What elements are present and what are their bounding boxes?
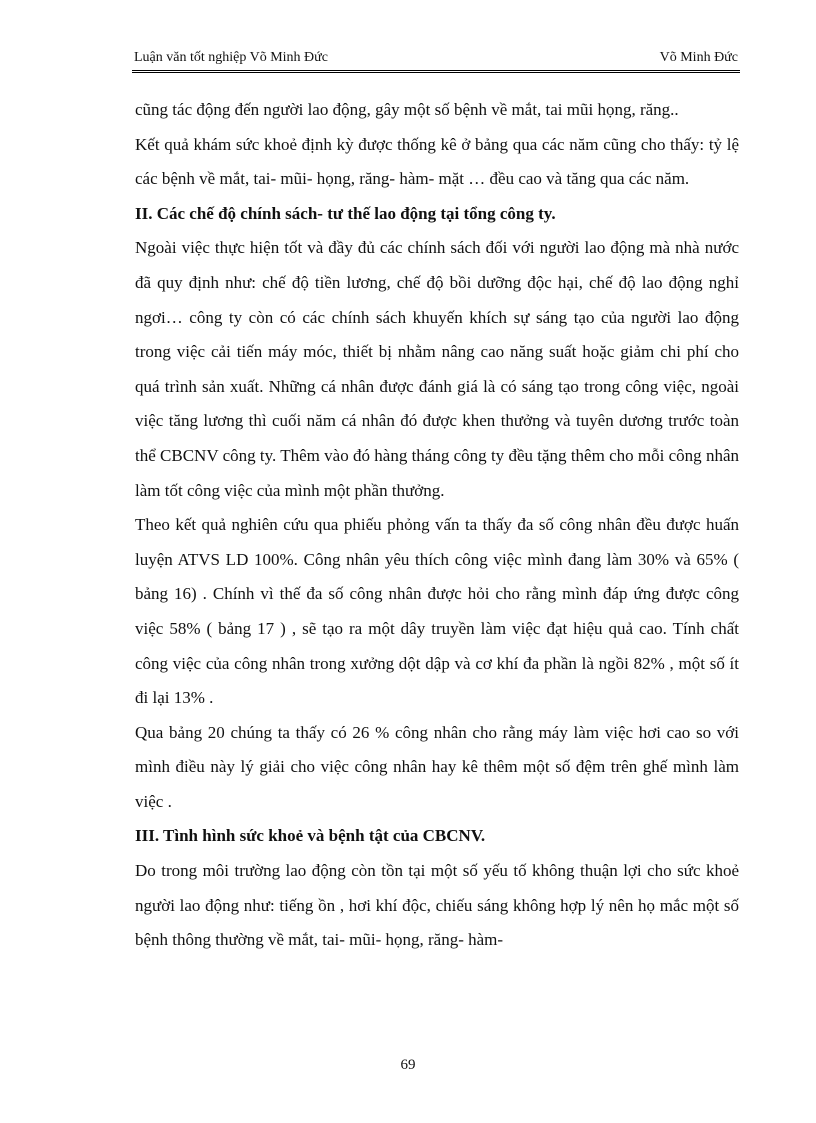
paragraph-4: Theo kết quả nghiên cứu qua phiếu phỏng vấn ta thấy đa số công nhân đều được huấn luyện ATVS LD 100%. Công nhân yêu thích công việc mình đang làm 30% và 65% ( bảng 16) . Chính vì thế đa số công nhân được hỏi cho rằng mình đáp ứng được công việc 58% ( bảng 17 ) , sẽ tạo ra một dây truyền làm việc đạt hiệu quả cao. Tính chất công việc của công nhân trong xưởng dột dập và cơ khí đa phần là ngồi 82% , một số ít đi lại 13% .: [135, 515, 739, 708]
page-number: 69: [400, 1057, 416, 1073]
paragraph-1: cũng tác động đến người lao động, gây một số bệnh về mắt, tai mũi họng, răng..: [135, 100, 679, 119]
section-heading-2: II. Các chế độ chính sách- tư thế lao động tại tổng công ty.: [135, 203, 556, 223]
section-heading-3: III. Tình hình sức khoẻ và bệnh tật của CBCNV.: [135, 826, 486, 846]
paragraph-2: Kết quả khám sức khoẻ định kỳ được thống kê ở bảng qua các năm cũng cho thấy: tỷ lệ các bệnh về mắt, tai- mũi- họng, răng- hàm- mặt … đều cao và tăng qua các năm.: [135, 134, 739, 189]
page-content: [135, 93, 739, 958]
page-header: [132, 50, 740, 70]
paragraph-6: Do trong môi trường lao động còn tồn tại một số yếu tố không thuận lợi cho sức khoẻ người lao động như: tiếng ồn , hơi khí độc, chiếu sáng không hợp lý nên họ mắc một số bệnh thông thường về mắt, tai- mũi- họng, răng- hàm-: [135, 861, 739, 950]
header-right-text: Võ Minh Đức: [659, 50, 738, 65]
header-left-text: Luận văn tốt nghiệp Võ Minh Đức: [134, 50, 328, 65]
paragraph-5: Qua bảng 20 chúng ta thấy có 26 % công nhân cho rằng máy làm việc hơi cao so với mình điều này lý giải cho việc công nhân hay kê thêm một số đệm trên ghế mình làm việc .: [135, 722, 739, 811]
paragraph-3: Ngoài việc thực hiện tốt và đầy đủ các chính sách đối với người lao động mà nhà nước đã quy định như: chế độ tiền lương, chế độ bồi dưỡng độc hại, chế độ lao động nghỉ ngơi… công ty còn có các chính sách khuyến khích sự sáng tạo của người lao động trong việc cải tiến máy móc, thiết bị nhằm nâng cao năng suất hoặc giảm chi phí cho quá trình sản xuất. Những cá nhân được đánh giá là có sáng tạo trong công việc, ngoài việc tăng lương thì cuối năm cá nhân đó được khen thưởng và tuyên dương trước toàn thể CBCNV công ty. Thêm vào đó hàng tháng công ty đều tặng thêm cho mỗi công nhân làm tốt công việc của mình một phần thưởng.: [135, 238, 739, 500]
header-rule: [132, 70, 740, 73]
